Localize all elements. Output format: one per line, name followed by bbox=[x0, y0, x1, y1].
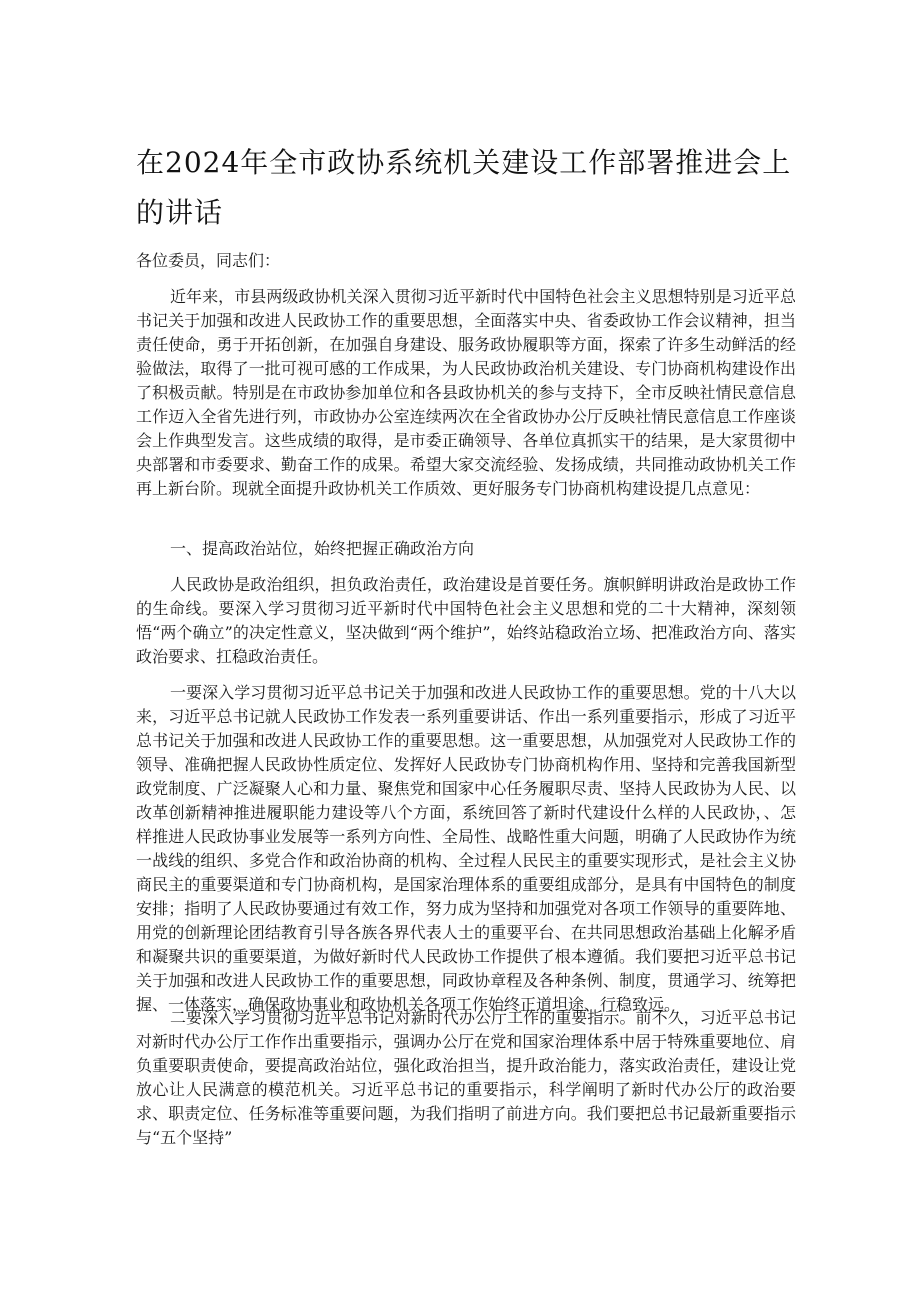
paragraph-point-one: 一要深入学习贯彻习近平总书记关于加强和改进人民政协工作的重要思想。党的十八大以来，习近平总书记就人民政协工作发表一系列重要讲话、作出一系列重要指示，形成了习近平总书记关于加强和改进人民政协工作的重要思想。这一重要思想，从加强党对人民政协工作的领导、准确把握人民政协性质定位、发挥好人民政协专门协商机构作用、坚持和完善我国新型政党制度、广泛凝聚人心和力量、聚焦党和国家中心任务履职尽责、坚持人民政协为人民、以改革创新精神推进履职能力建设等八个方面，系统回答了新时代建设什么样的人民政协，、怎样推进人民政协事业发展等一系列方向性、全局性、战略性重大问题，明确了人民政协作为统一战线的组织、多党合作和政治协商的机构、全过程人民民主的重要实现形式，是社会主义协商民主的重要渠道和专门协商机构，是国家治理体系的重要组成部分，是具有中国特色的制度安排；指明了人民政协要通过有效工作，努力成为坚持和加强党对各项工作领导的重要阵地、用党的创新理论团结教育引导各族各界代表人士的重要平台、在共同思想政治基础上化解矛盾和凝聚共识的重要渠道，为做好新时代人民政协工作提供了根本遵循。我们要把习近平总书记关于加强和改进人民政协工作的重要思想，同政协章程及各种条例、制度，贯通学习、统筹把握、一体落实，确保政协事业和政协机关各项工作始终正道坦途、行稳致远。 bbox=[136, 683, 796, 1014]
document-title: 在2024年全市政协系统机关建设工作部署推进会上的讲话 bbox=[136, 146, 792, 229]
paragraph-political-organization: 人民政协是政治组织，担负政治责任，政治建设是首要任务。旗帜鲜明讲政治是政协工作的生命线。要深入学习贯彻习近平新时代中国特色社会主义思想和党的二十大精神，深刻领悟“两个确立”的决定性意义，坚决做到“两个维护”，始终站稳政治立场、把准政治方向、落实政治要求、扛稳政治责任。 bbox=[136, 575, 796, 666]
paragraph-intro: 近年来，市县两级政协机关深入贯彻习近平新时代中国特色社会主义思想特别是习近平总书记关于加强和改进人民政协工作的重要思想，全面落实中央、省委政协工作会议精神，担当责任使命，勇于开拓创新，在加强自身建设、服务政协履职等方面，探索了许多生动鲜活的经验做法，取得了一批可视可感的工作成果，为人民政协政治机关建设、专门协商机构建设作出了积极贡献。特别是在市政协参加单位和各县政协机关的参与支持下，全市反映社情民意信息工作迈入全省先进行列，市政协办公室连续两次在全省政协办公厅反映社情民意信息工作座谈会上作典型发言。这些成绩的取得，是市委正确领导、各单位真抓实干的结果，是大家贯彻中央部署和市委要求、勤奋工作的成果。希望大家交流经验、发扬成绩，共同推动政协机关工作再上新台阶。现就全面提升政协机关工作质效、更好服务专门协商机构建设提几点意见： bbox=[136, 287, 796, 498]
section-heading-1: 一、提高政治站位，始终把握正确政治方向 bbox=[170, 539, 475, 558]
salutation: 各位委员，同志们： bbox=[136, 251, 281, 270]
paragraph-point-two: 二要深入学习贯彻习近平总书记对新时代办公厅工作的重要指示。前不久，习近平总书记对新时代办公厅工作作出重要指示，强调办公厅在党和国家治理体系中居于特殊重要地位、肩负重要职责使命，要提高政治站位，强化政治担当，提升政治能力，落实政治责任，建设让党放心让人民满意的模范机关。习近平总书记的重要指示，科学阐明了新时代办公厅的政治要求、职责定位、任务标准等重要问题，为我们指明了前进方向。我们要把总书记最新重要指示与“五个坚持” bbox=[136, 1008, 796, 1147]
